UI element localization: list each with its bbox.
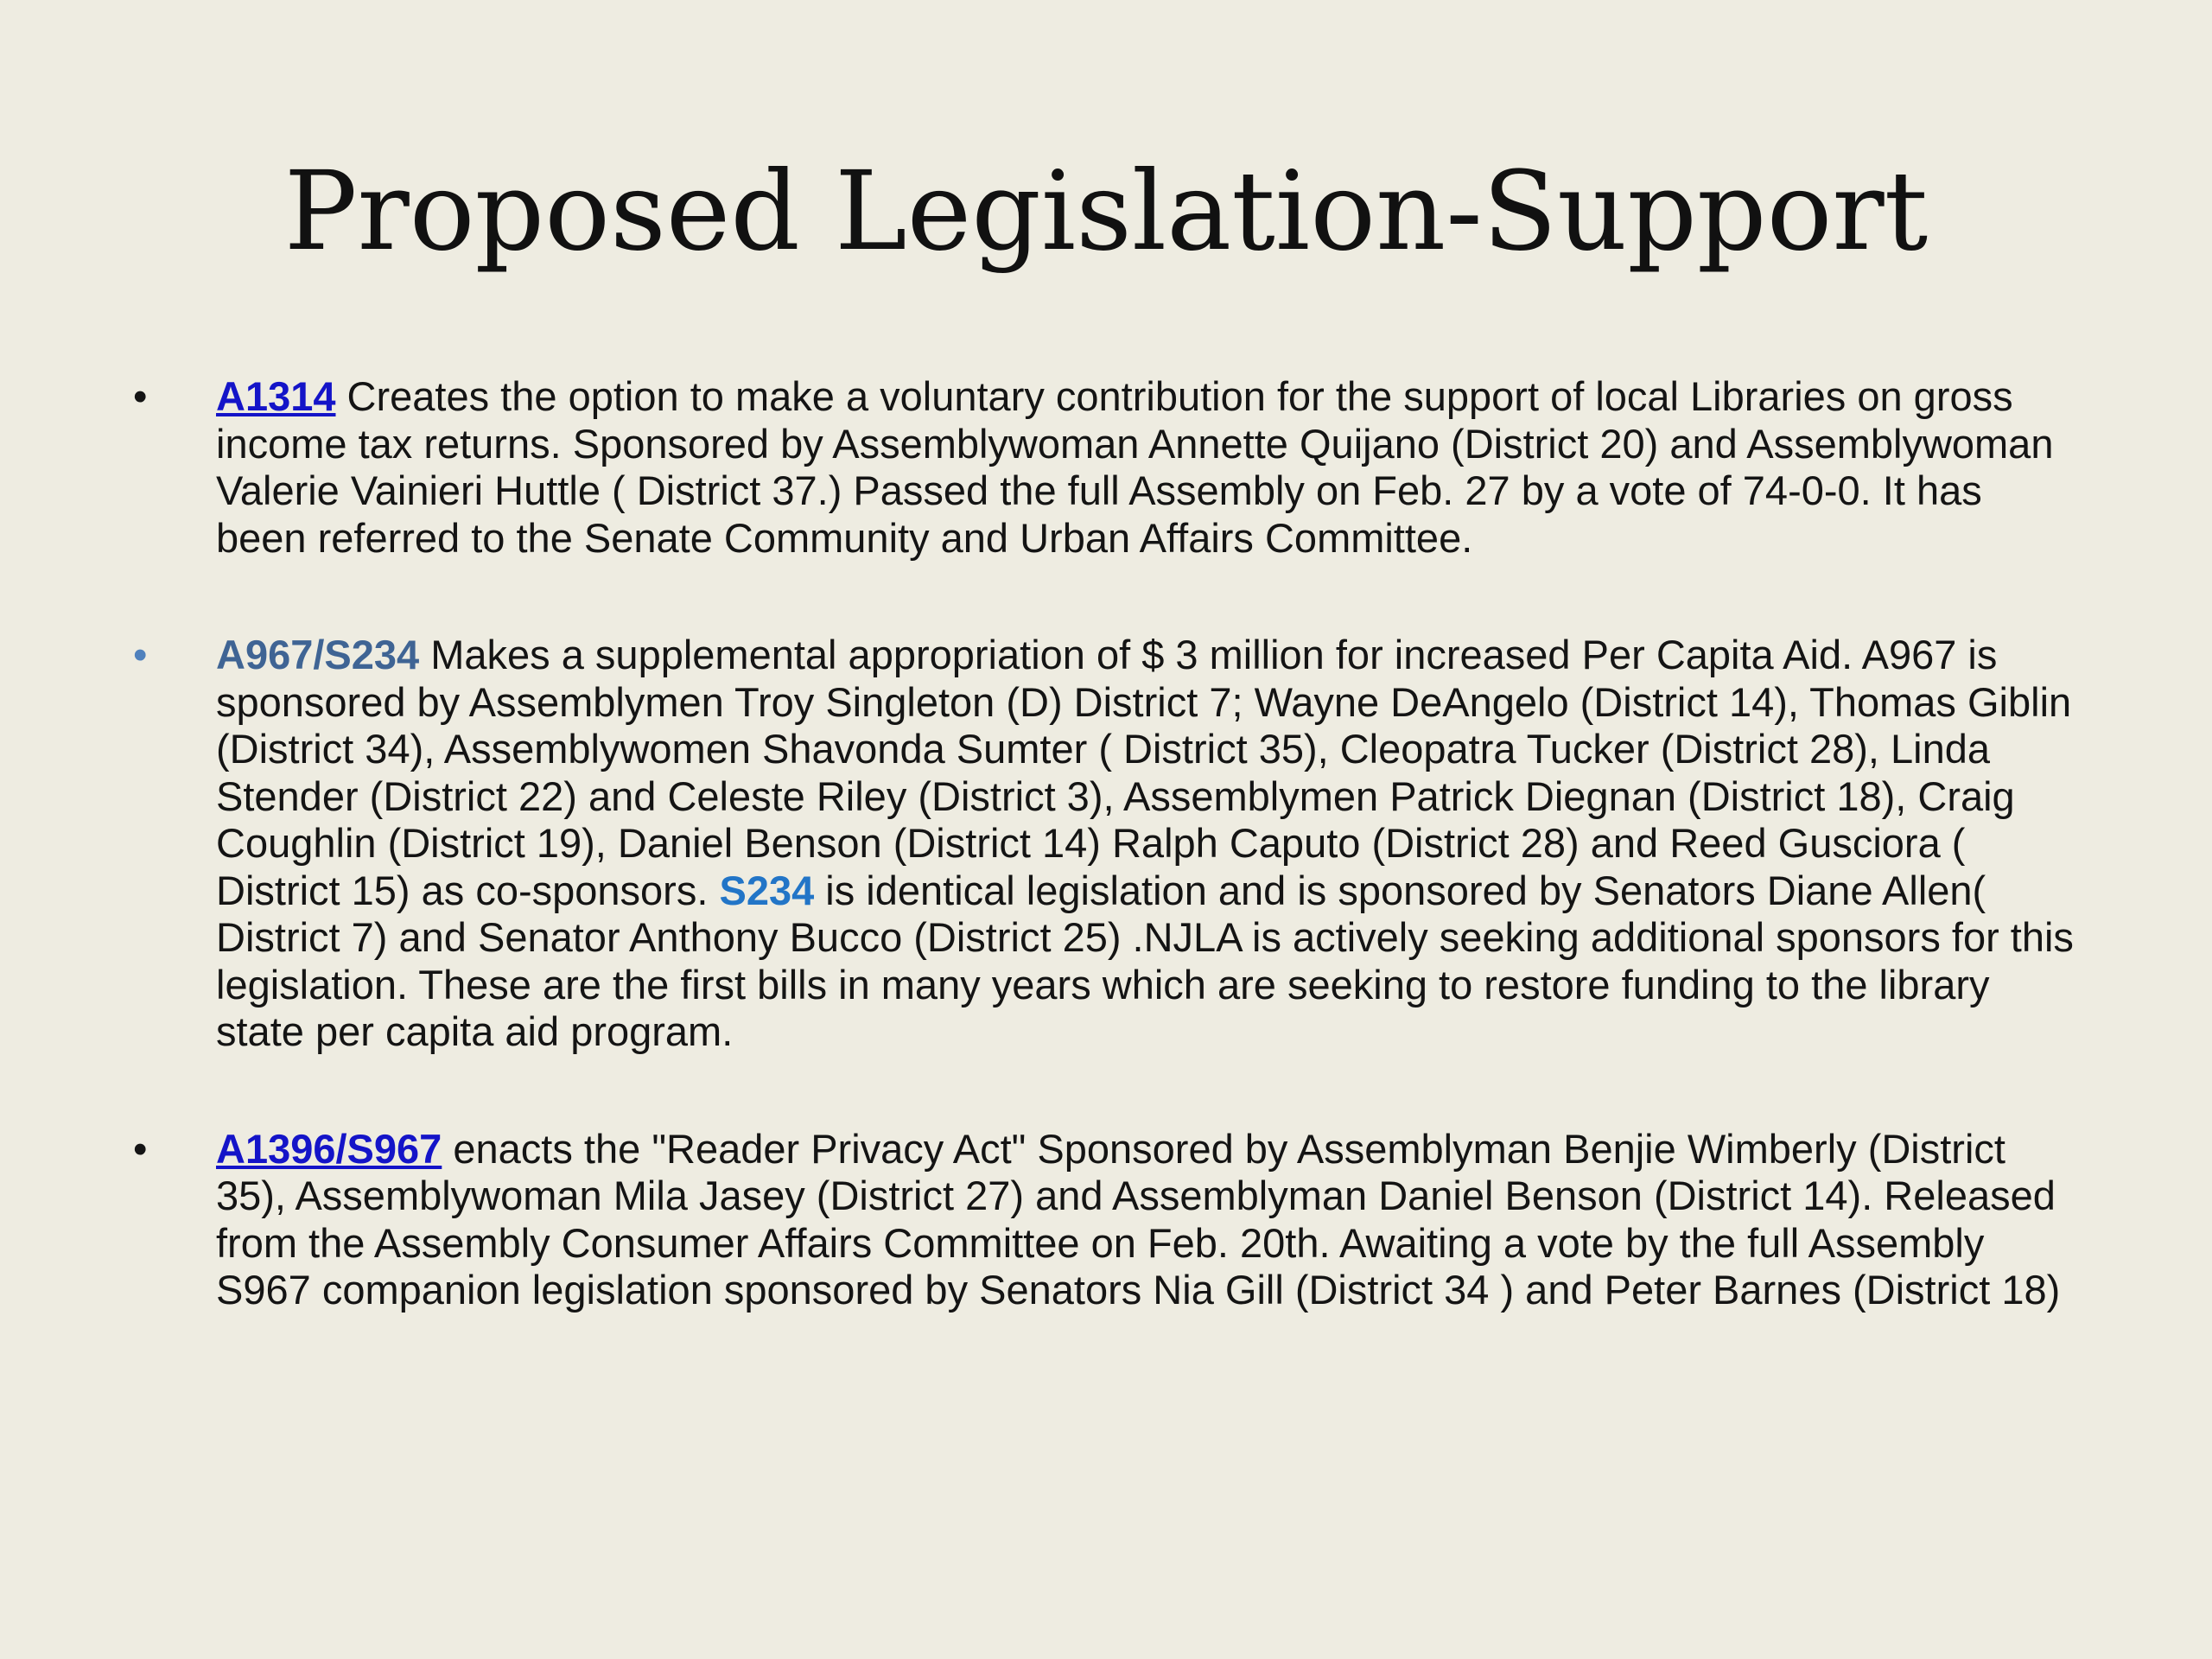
bullet-icon: •: [133, 1125, 148, 1172]
bullet-list: [128, 373, 2081, 1314]
bill-description: Makes a supplemental appropriation of $ 3 million for increased Per Capita Aid. A967 is sponsored by Assemblymen Troy Singleton (D) District 7; Wayne DeAngelo (District 14), Thomas Giblin (District 34), Assemblywomen Shavonda Sumter ( District 35), Cleopatra Tucker (District 28), Linda Stender (District 22) and Celeste Riley (District 3), Assemblymen Patrick Diegnan (District 18), Craig Coughlin (District 19), Daniel Benson (District 14) Ralph Caputo (District 28) and Reed Gusciora ( District 15) as co-sponsors.: [216, 632, 2072, 913]
bill-ref-s234: S234: [719, 867, 815, 913]
bill-link-a1396-s967[interactable]: A1396/S967: [216, 1125, 442, 1172]
bullet-icon: •: [133, 373, 148, 419]
bullet-icon: •: [133, 632, 148, 677]
bill-description: enacts the "Reader Privacy Act" Sponsored by Assemblyman Benjie Wimberly (District 35), Assemblywoman Mila Jasey (District 27) and Assemblyman Daniel Benson (District 14). Released from the Assembly Consumer Affairs Committee on Feb. 20th. Awaiting a vote by the full Assembly S967 companion legislation sponsored by Senators Nia Gill (District 34 ) and Peter Barnes (District 18): [216, 1125, 2061, 1313]
bullet-item-a1396-s967: [128, 1126, 2081, 1314]
bullet-item-a967-s234: [128, 632, 2081, 1056]
bill-description-continued: is identical legislation and is sponsored by Senators Diane Allen( District 7) and Senator Anthony Bucco (District 25) .NJLA is actively seeking additional sponsors for this legislation. These are the first bills in many years which are seeking to restore funding to the library state per capita aid program.: [216, 867, 2074, 1054]
bill-description: Creates the option to make a voluntary contribution for the support of local Libraries on gross income tax returns. Sponsored by Assemblywoman Annette Quijano (District 20) and Assemblywoman Valerie Vainieri Huttle ( District 37.) Passed the full Assembly on Feb. 27 by a vote of 74-0-0. It has been referred to the Senate Community and Urban Affairs Committee.: [216, 373, 2054, 561]
bill-ref-a967-s234: A967/S234: [216, 632, 420, 677]
bullet-item-a1314: [128, 373, 2081, 562]
slide-title: Proposed Legislation-Support: [283, 148, 1929, 275]
bill-link-a1314[interactable]: A1314: [216, 373, 336, 419]
